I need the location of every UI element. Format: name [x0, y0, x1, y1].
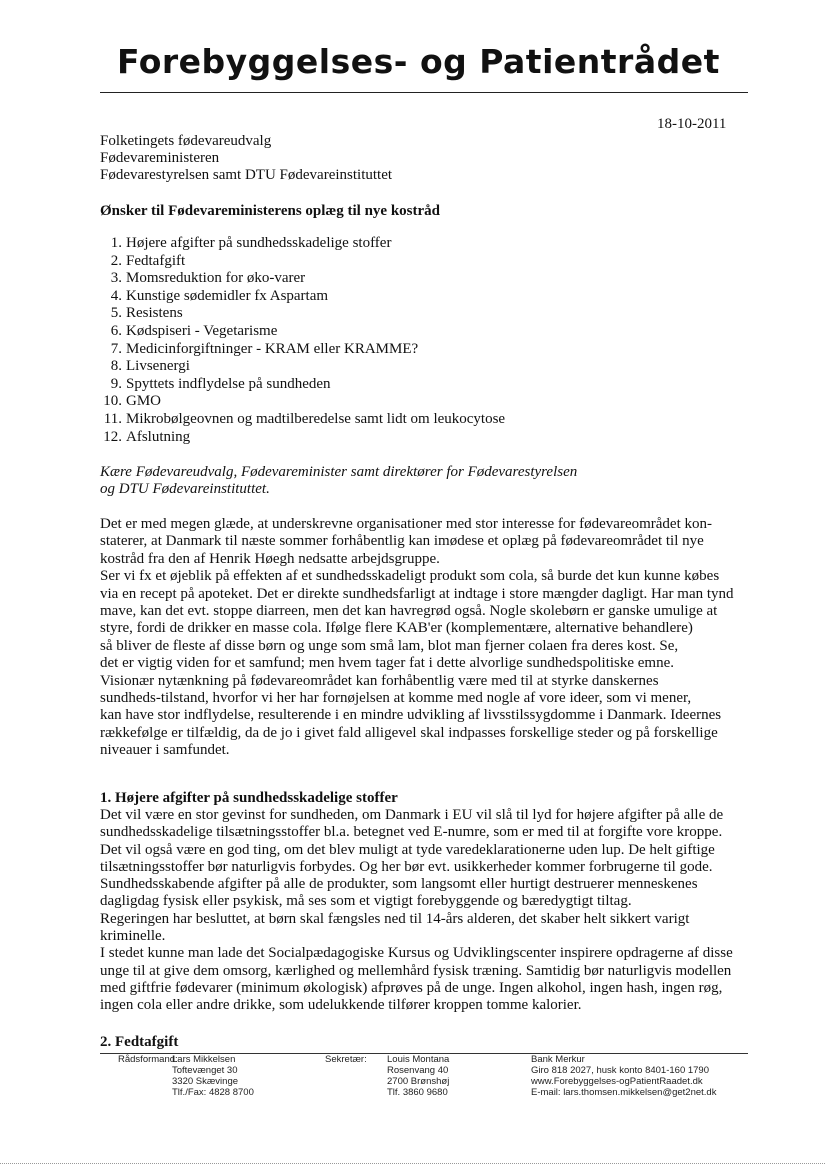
text-line: via en recept på apoteket. Det er direkte sundhedsfarligt at indtage i store mængder dagligt. Har man tynd — [100, 585, 734, 602]
text-line: sundhedsskadelige tilsætningsstoffer bl.a. betegnet ved E-numre, som er med til at forgifte vore kroppe. — [100, 824, 723, 841]
list-text: Medicinforgiftninger - KRAM eller KRAMME? — [126, 340, 419, 357]
recipients-block — [100, 133, 392, 184]
text-line: styre, fordi de drikker en masse cola. Ifølge flere KAB'er (komplementære, alternative behandlere) — [100, 620, 693, 637]
section-heading: 2. Fedtafgift — [100, 1034, 179, 1050]
list-text: Momsreduktion for øko-varer — [126, 270, 306, 287]
text-line: unge til at give dem omsorg, kærlighed og mellemhård fysisk træning. Samtidig bør naturligvis modellen — [100, 962, 732, 979]
text-line: kostråd fra den af Henrik Høegh nedsatte arbejdsgruppe. — [100, 550, 440, 567]
section-body — [100, 807, 740, 1015]
list-text: GMO — [126, 393, 162, 410]
footer-line: Rosenvang 40 — [387, 1065, 449, 1076]
list-text: Mikrobølgeovnen og madtilberedelse samt lidt om leukocytose — [126, 410, 506, 427]
list-item — [100, 270, 505, 288]
list-item — [100, 429, 505, 447]
list-number: 8. — [110, 358, 122, 375]
footer-line: 3320 Skævinge — [172, 1076, 239, 1087]
text-line: Det vil også være en god ting, om det blev muligt at tyde varedeklarationerne uden lup. De helt giftige — [100, 841, 715, 858]
list-number: 2. — [110, 252, 122, 269]
text-line: niveauer i samfundet. — [100, 742, 230, 759]
list-item — [100, 323, 505, 341]
letter-subject: Ønsker til Fødevareministerens oplæg til nye kostråd — [100, 203, 441, 219]
list-item — [100, 393, 505, 411]
list-number: 4. — [110, 287, 122, 304]
text-line: rækkefølge er tilfældig, da de jo i givet fald alligevel skal indpasses forskellige steder og på forskellige — [100, 724, 718, 741]
list-item — [100, 358, 505, 376]
list-text: Resistens — [126, 305, 183, 322]
list-item — [100, 253, 505, 271]
list-item — [100, 376, 505, 394]
text-line: Visionær nytænkning på fødevareområdet kan forhåbentlig være med til at styrke danskernes — [100, 672, 659, 689]
text-line: Det er med megen glæde, at underskrevne organisationer med stor interesse for fødevareområdet kon- — [100, 516, 713, 532]
text-line: med giftfrie fødevarer (minimum økologisk) afprøves på de unge. Ingen alkohol, ingen hash, ingen røg, — [100, 979, 723, 996]
text-line: Sundhedsskabende afgifter på alle de produkter, som langsomt eller hurtigt destruerer menneskenes — [100, 876, 698, 893]
footer-line: Toftevænget 30 — [172, 1065, 238, 1076]
section-heading: 1. Højere afgifter på sundhedsskadelige stoffer — [100, 790, 398, 806]
list-item — [100, 305, 505, 323]
list-number: 1. — [110, 235, 122, 251]
recipient-line: Folketingets fødevareudvalg — [100, 133, 272, 149]
salutation — [100, 464, 577, 498]
text-line: dagligdag fysisk eller psykisk, må ses som et vigtigt forebyggende og bæredygtigt tiltag. — [100, 893, 632, 910]
list-text: Højere afgifter på sundhedsskadelige stoffer — [126, 235, 392, 251]
list-text: Kødspiseri - Vegetarisme — [126, 322, 278, 339]
list-number: 12. — [103, 428, 122, 445]
list-number: 10. — [103, 393, 122, 410]
footer-line: Louis Montana — [387, 1054, 450, 1065]
chair-label: Rådsformand: — [118, 1054, 178, 1065]
text-line: så bliver de fleste af disse børn og unge som små lam, blot man fjerner colaen fra deres kost. Se, — [100, 637, 679, 654]
text-line: ingen cola eller andre drikke, som udelukkende tilfører kroppen tomme kalorier. — [100, 997, 582, 1014]
list-text: Kunstige sødemidler fx Aspartam — [126, 287, 329, 304]
footer-line: Lars Mikkelsen — [172, 1054, 236, 1065]
footer-line: Tlf. 3860 9680 — [387, 1087, 448, 1098]
chair-contact — [172, 1054, 254, 1098]
text-line: Det vil være en stor gevinst for sundheden, om Danmark i EU vil slå til lyd for højere afgifter på alle de — [100, 807, 724, 823]
list-item — [100, 341, 505, 359]
bank-contact — [531, 1054, 716, 1098]
list-number: 6. — [110, 322, 122, 339]
email-link[interactable]: E-mail: lars.thomsen.mikkelsen@get2net.dk — [531, 1087, 717, 1098]
letterhead-rule — [100, 92, 748, 93]
list-item — [100, 235, 505, 253]
text-line: I stedet kunne man lade det Socialpædagogiske Kursus og Udviklingscenter inspirere opdragerne af disse — [100, 945, 733, 962]
text-line: Ser vi fx et øjeblik på effekten af et sundhedsskadeligt produkt som cola, så burde det kun kunne købes — [100, 568, 720, 585]
text-line: tilsætningsstoffer bør naturligvis forbydes. Og her bør evt. usikkerheder kommer forbrugerne til gode. — [100, 858, 713, 875]
text-line: Regeringen har besluttet, at børn skal fængsles ned til 14-års alderen, det skaber helt sikkert varigt — [100, 910, 690, 927]
text-line: kan have stor indflydelse, resulterende i en mindre udvikling af livsstilssygdomme i Danmark. Ideernes — [100, 707, 722, 724]
list-text: Afslutning — [126, 428, 191, 445]
footer-line: Giro 818 2027, husk konto 8401-160 1790 — [531, 1065, 709, 1076]
secretary-contact — [387, 1054, 449, 1098]
list-text: Spyttets indflydelse på sundheden — [126, 375, 331, 392]
text-line: mave, kan det evt. stoppe diarreen, men det kan havregrød også. Nogle skolebørn er ganske umulige at — [100, 603, 718, 620]
list-number: 3. — [110, 270, 122, 287]
scan-edge — [0, 1163, 825, 1164]
salutation-line: Kære Fødevareudvalg, Fødevareminister samt direktører for Fødevarestyrelsen — [100, 464, 578, 480]
recipient-line: Fødevarestyrelsen samt DTU Fødevareinstituttet — [100, 167, 393, 183]
list-text: Fedtafgift — [126, 252, 186, 269]
list-number: 9. — [110, 375, 122, 392]
topic-list — [100, 235, 505, 446]
text-line: kriminelle. — [100, 928, 166, 945]
secretary-label: Sekretær: — [325, 1054, 367, 1065]
salutation-line: og DTU Fødevareinstituttet. — [100, 481, 270, 497]
letterhead-title: Forebyggelses- og Patientrådet — [117, 42, 720, 81]
footer-line: Tlf./Fax: 4828 8700 — [172, 1087, 254, 1098]
list-number: 7. — [110, 340, 122, 357]
text-line: sundheds-tilstand, hvorfor vi her har fornøjelsen at komme med nogle af vore ideer, som vi mener, — [100, 690, 692, 707]
text-line: staterer, at Danmark til næste sommer forhåbentlig kan imødese et oplæg på fødevareområdet til nye — [100, 533, 704, 550]
list-item — [100, 288, 505, 306]
footer-line: 2700 Brønshøj — [387, 1076, 450, 1087]
list-number: 5. — [110, 305, 122, 322]
website-link[interactable]: www.Forebyggelses-ogPatientRaadet.dk — [531, 1076, 703, 1087]
text-line: det er vigtig viden for et samfund; men hvem tager fat i dette alvorlige sundhedspolitiske emne. — [100, 655, 675, 672]
recipient-line: Fødevareministeren — [100, 150, 220, 166]
list-item — [100, 411, 505, 429]
intro-paragraphs — [100, 516, 740, 760]
list-number: 11. — [103, 410, 122, 427]
footer-line: Bank Merkur — [531, 1054, 585, 1065]
list-text: Livsenergi — [126, 358, 190, 375]
letter-date: 18-10-2011 — [657, 116, 727, 132]
